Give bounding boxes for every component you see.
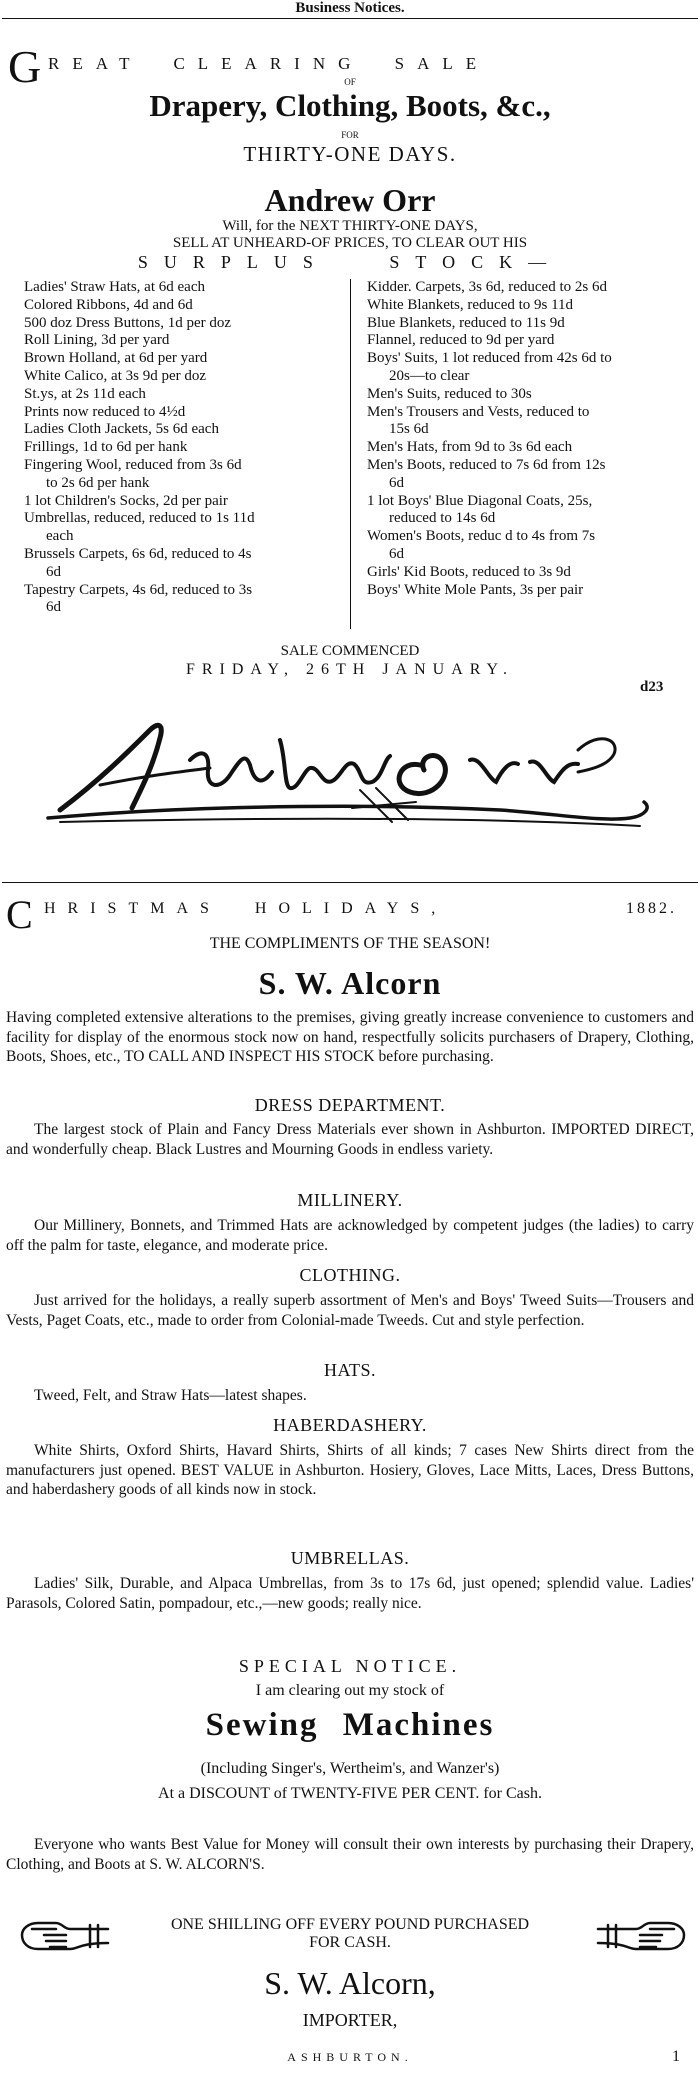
orr-right-list [367,279,697,599]
section-header: Business Notices. [295,0,405,16]
stock-list-item: Brown Holland, at 6d per yard [24,350,208,367]
stock-list-item: 500 doz Dress Buttons, 1d per doz [24,314,232,331]
orr-drop-cap: G [8,41,42,92]
discount-line: At a DISCOUNT of TWENTY-FIVE PER CENT. for Cash. [158,1785,542,1802]
stock-list-item: 20s—to clear [389,367,470,384]
value-paragraph: Everyone who wants Best Value for Money will consult their own interests by purchasing their Drapery, Clothing, and Boots at S. W. ALCORN'S. [6,1836,694,1873]
orr-sale-commenced: SALE COMMENCED [280,643,420,659]
orr-merchant: Andrew Orr [264,182,436,218]
stock-list-item: Girls' Kid Boots, reduced to 3s 9d [367,563,571,580]
orr-will-line: Will, for the NEXT THIRTY-ONE DAYS, [222,218,478,234]
orr-goods: Drapery, Clothing, Boots, &c., [149,88,551,123]
orr-of: OF [344,77,356,87]
pointing-hand-right-icon [596,1915,688,1955]
stock-list-item: 1 lot Boys' Blue Diagonal Coats, 25s, [367,492,593,509]
section-body-millinery: Our Millinery, Bonnets, and Trimmed Hats are acknowledged by competent judges (the ladies) to carry off the palm for taste, elegance, and moderate price. [6,1217,694,1254]
stock-list-item: Men's Hats, from 9d to 3s 6d each [367,439,573,456]
orr-headline: REAT CLEARING SALE [48,54,490,73]
stock-list-item: Colored Ribbons, 4d and 6d [24,296,193,313]
alcorn-drop-cap: C [6,892,33,937]
stock-list-item: 6d [389,545,404,562]
stock-list-item: Blue Blankets, reduced to 11s 9d [367,314,565,331]
stock-list-item: 6d [389,474,404,491]
footer-title: IMPORTER, [302,2010,398,2030]
stock-list-item: Kidder. Carpets, 3s 6d, reduced to 2s 6d [367,279,607,295]
section-body-clothing: Just arrived for the holidays, a really superb assortment of Men's and Boys' Tweed Suits—Trousers and Vests, Paget Coats, etc., made to order from Colonial-made Tweeds. Cut and style perfection. [6,1292,694,1329]
stock-list-item: 6d [46,599,61,616]
stock-list-item: 15s 6d [389,421,429,438]
brands-line: (Including Singer's, Wertheim's, and Wanzer's) [200,1760,500,1777]
orr-sell-line: SELL AT UNHEARD-OF PRICES, TO CLEAR OUT HIS [172,235,528,251]
section-body-dress: The largest stock of Plain and Fancy Dress Materials ever shown in Ashburton. IMPORTED DIRECT, and wonderfully cheap. Black Lustres and Mourning Goods in endless variety. [6,1121,694,1158]
stock-list-item: 1 lot Children's Socks, 2d per pair [24,492,228,509]
stock-list-item: Brussels Carpets, 6s 6d, reduced to 4s [24,545,252,562]
alcorn-intro: Having completed extensive alterations to the premises, giving greatly increase convenience to customers and facility for display of the enormous stock now on hand, respectfully solicits purchasers of Drapery, Clothing, Boots, Shoes, etc., TO CALL AND INSPECT HIS STOCK before purchasing. [6,1009,694,1065]
column-divider [350,279,351,629]
stock-list-item: 6d [46,563,61,580]
stock-list-item: Ladies Cloth Jackets, 5s 6d each [24,421,219,438]
stock-list-item: Umbrellas, reduced, reduced to 1s 11d [24,510,255,527]
section-heading-umbrellas: UMBRELLAS. [290,1548,410,1568]
stock-list-item: Men's Trousers and Vests, reduced to [367,403,590,420]
product-sewing-machines: Sewing Machines [205,1707,495,1743]
orr-for: FOR [341,130,359,140]
orr-sale-date: FRIDAY, 26TH JANUARY. [185,661,515,678]
orr-left-list [24,279,349,617]
ad-separator-rule [2,882,698,883]
clearing-line: I am clearing out my stock of [255,1682,445,1699]
alcorn-headline: HRISTMAS HOLIDAYS, [44,900,448,917]
stock-list-item: Tapestry Carpets, 4s 6d, reduced to 3s [24,581,253,598]
alcorn-compliments: THE COMPLIMENTS OF THE SEASON! [209,935,491,952]
stock-list-item: Women's Boots, reduc d to 4s from 7s [367,528,596,545]
stock-list-item: Ladies' Straw Hats, at 6d each [24,279,205,295]
footer-ref: 1 [672,2048,680,2065]
orr-stock-line: SURPLUS STOCK— [137,252,563,272]
stock-list-item: Boys' Suits, 1 lot reduced from 42s 6d to [367,350,612,367]
alcorn-year: 1882. [626,900,677,917]
stock-list-item: Boys' White Mole Pants, 3s per pair [367,581,584,598]
section-heading-millinery: MILLINERY. [297,1190,403,1210]
stock-list-item: Men's Suits, reduced to 30s [367,385,532,402]
stock-list-item: Prints now reduced to 4½d [24,403,186,420]
section-heading-dress: DRESS DEPARTMENT. [254,1095,446,1115]
orr-duration: THIRTY-ONE DAYS. [243,142,457,166]
section-body-haberdashery: White Shirts, Oxford Shirts, Havard Shirts, Shirts of all kinds; 7 cases New Shirts direct from the manufacturers just opened. BEST VALUE in Ashburton. Hosiery, Gloves, Lace Mitts, Laces, Dress Buttons, and haberdashery goods of all kinds now in stock. [6,1442,694,1498]
stock-list-item: each [46,528,74,545]
footer-name: S. W. Alcorn, [264,1965,436,2001]
header-rule [2,18,698,19]
stock-list-item: Flannel, reduced to 9d per yard [367,332,555,349]
section-body-hats: Tweed, Felt, and Straw Hats—latest shapes. [34,1387,307,1404]
section-heading-clothing: CLOTHING. [299,1265,401,1285]
special-notice: SPECIAL NOTICE. [238,1656,462,1676]
stock-list-item: Frillings, 1d to 6d per hank [24,439,188,456]
orr-ref: d23 [640,679,664,695]
stock-list-item: to 2s 6d per hank [46,474,150,491]
footer-town: ASHBURTON. [287,2050,413,2064]
stock-list-item: reduced to 14s 6d [389,510,496,527]
section-body-umbrellas: Ladies' Silk, Durable, and Alpaca Umbrellas, from 3s to 17s 6d, just opened; splendid value. Ladies' Parasols, Colored Satin, pompadour, etc.,—new goods; really nice. [6,1575,694,1612]
section-heading-haberdashery: HABERDASHERY. [273,1415,427,1435]
stock-list-item: White Blankets, reduced to 9s 11d [367,296,574,313]
stock-list-item: Roll Lining, 3d per yard [24,332,170,349]
stock-list-item: White Calico, at 3s 9d per doz [24,367,207,384]
stock-list-item: Fingering Wool, reduced from 3s 6d [24,456,242,473]
orr-signature-flourish [40,690,660,840]
section-heading-hats: HATS. [323,1360,376,1380]
shilling-line-1: ONE SHILLING OFF EVERY POUND PURCHASED [170,1916,530,1933]
shilling-line-2: FOR CASH. [309,1934,391,1951]
stock-list-item: Men's Boots, reduced to 7s 6d from 12s [367,456,606,473]
alcorn-merchant: S. W. Alcorn [258,965,442,1001]
stock-list-item: St.ys, at 2s 11d each [24,385,146,402]
